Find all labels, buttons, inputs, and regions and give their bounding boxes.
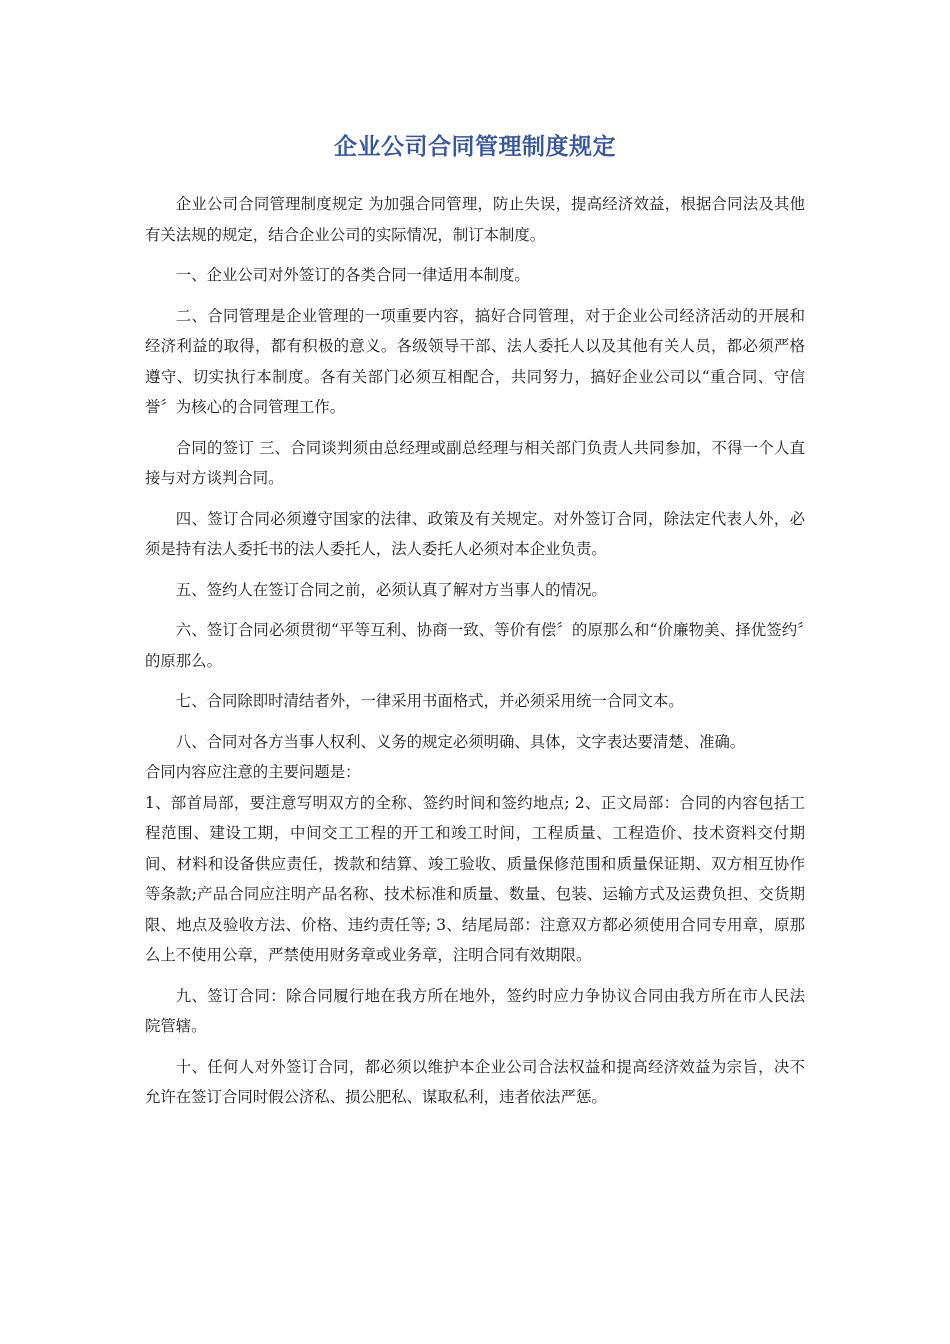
clause-2: 二、合同管理是企业管理的一项重要内容，搞好合同管理，对于企业公司经济活动的开展和经济利益的取得，都有积极的意义。各级领导干部、法人委托人以及其他有关人员，都必须严格遵守、切实执行本制度。各有关部门必须互相配合，共同努力，搞好企业公司以“重合同、守信誉〞为核心的合同管理工作。 (145, 306, 805, 416)
clause-8-details: 1、部首局部，要注意写明双方的全称、签约时间和签约地点; 2、正文局部：合同的内容包括工程范围、建设工期，中间交工工程的开工和竣工时间，工程质量、工程造价、技术资料交付期间、材料和设备供应责任，拨款和结算、竣工验收、质量保修范围和质量保证期、双方相互协作等条款;产品合同应注明产品名称、技术标准和质量、数量、包装、运输方式及运费负担、交货期限、地点及验收方法、价格、违约责任等; 3、结尾局部：注意双方都必须使用合同专用章，原那么上不使用公章，严禁使用财务章或业务章，注明合同有效期限。 (145, 793, 805, 964)
intro-paragraph: 企业公司合同管理制度规定 为加强合同管理，防止失误，提高经济效益，根据合同法及其他有关法规的规定，结合企业公司的实际情况，制订本制度。 (145, 195, 805, 244)
clause-4: 四、签订合同必须遵守国家的法律、政策及有关规定。对外签订合同，除法定代表人外，必须是持有法人委托书的法人委托人，法人委托人必须对本企业负责。 (145, 509, 805, 558)
clause-3: 合同的签订 三、合同谈判须由总经理或副总经理与相关部门负责人共同参加，不得一个人直接与对方谈判合同。 (145, 438, 805, 487)
clause-7: 七、合同除即时清结者外，一律采用书面格式，并必须采用统一合同文本。 (175, 692, 684, 710)
clause-6: 六、签订合同必须贯彻“平等互利、协商一致、等价有偿〞的原那么和“价廉物美、择优签约〞的原那么。 (145, 621, 805, 670)
clause-8-line-1: 八、合同对各方当事人权利、义务的规定必须明确、具体，文字表达要清楚、准确。 (175, 732, 746, 751)
clause-8-line-2: 合同内容应注意的主要问题是： (145, 763, 361, 781)
clause-10: 十、任何人对外签订合同，都必须以维护本企业公司合法权益和提高经济效益为宗旨，决不允许在签订合同时假公济私、损公肥私、谋取私利，违者依法严惩。 (145, 1057, 805, 1106)
document-page (145, 128, 805, 1123)
clause-1: 一、企业公司对外签订的各类合同一律适用本制度。 (175, 266, 530, 284)
document-title: 企业公司合同管理制度规定 (334, 134, 616, 160)
clause-9: 九、签订合同：除合同履行地在我方所在地外，签约时应力争协议合同由我方所在市人民法院管辖。 (145, 986, 805, 1035)
clause-5: 五、签约人在签订合同之前，必须认真了解对方当事人的情况。 (175, 580, 607, 599)
clause-8 (145, 727, 805, 971)
